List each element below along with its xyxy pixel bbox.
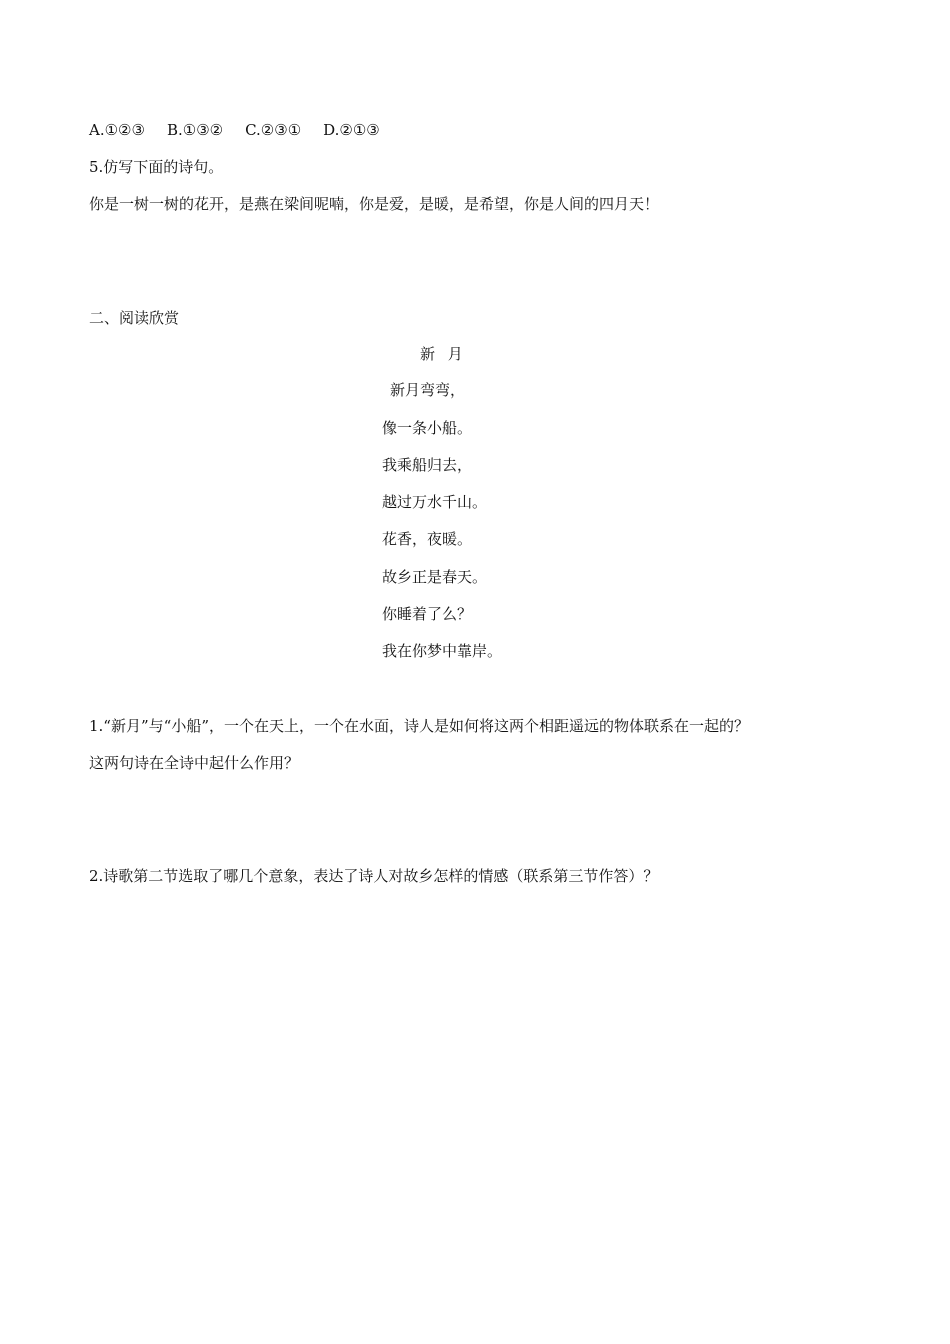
poem-line: 越过万水千山。 bbox=[382, 493, 488, 511]
poem-line: 我在你梦中靠岸。 bbox=[382, 642, 503, 660]
poem-line: 你睡着了么？ bbox=[382, 605, 473, 623]
reading-question-2: 2.诗歌第二节选取了哪几个意象，表达了诗人对故乡怎样的情感（联系第三节作答）？ bbox=[89, 867, 659, 885]
poem-line: 故乡正是春天。 bbox=[382, 568, 488, 586]
option-d: D.②①③ bbox=[323, 121, 380, 139]
poem-line: 新月弯弯， bbox=[390, 381, 466, 399]
question-5-prompt: 5.仿写下面的诗句。 bbox=[89, 158, 224, 176]
option-b: B.①③② bbox=[166, 121, 224, 139]
poem-line: 花香，夜暖。 bbox=[382, 530, 473, 548]
question-5-model-text: 你是一树一树的花开，是燕在梁间呢喃，你是爱，是暖，是希望，你是人间的四月天！ bbox=[89, 195, 660, 213]
poem-line: 像一条小船。 bbox=[382, 419, 473, 437]
reading-question-1: 1.“新月”与“小船”，一个在天上，一个在水面，诗人是如何将这两个相距遥远的物体联系在一起的？ bbox=[89, 717, 749, 735]
section-heading: 二、阅读欣赏 bbox=[89, 309, 180, 327]
option-c: C.②③① bbox=[245, 121, 302, 139]
poem-line: 我乘船归去， bbox=[382, 456, 473, 474]
answer-options bbox=[89, 120, 402, 140]
option-a: A.①②③ bbox=[89, 121, 145, 139]
poem-title: 新 月 bbox=[420, 345, 467, 363]
reading-question-1-continued: 这两句诗在全诗中起什么作用？ bbox=[89, 754, 300, 772]
